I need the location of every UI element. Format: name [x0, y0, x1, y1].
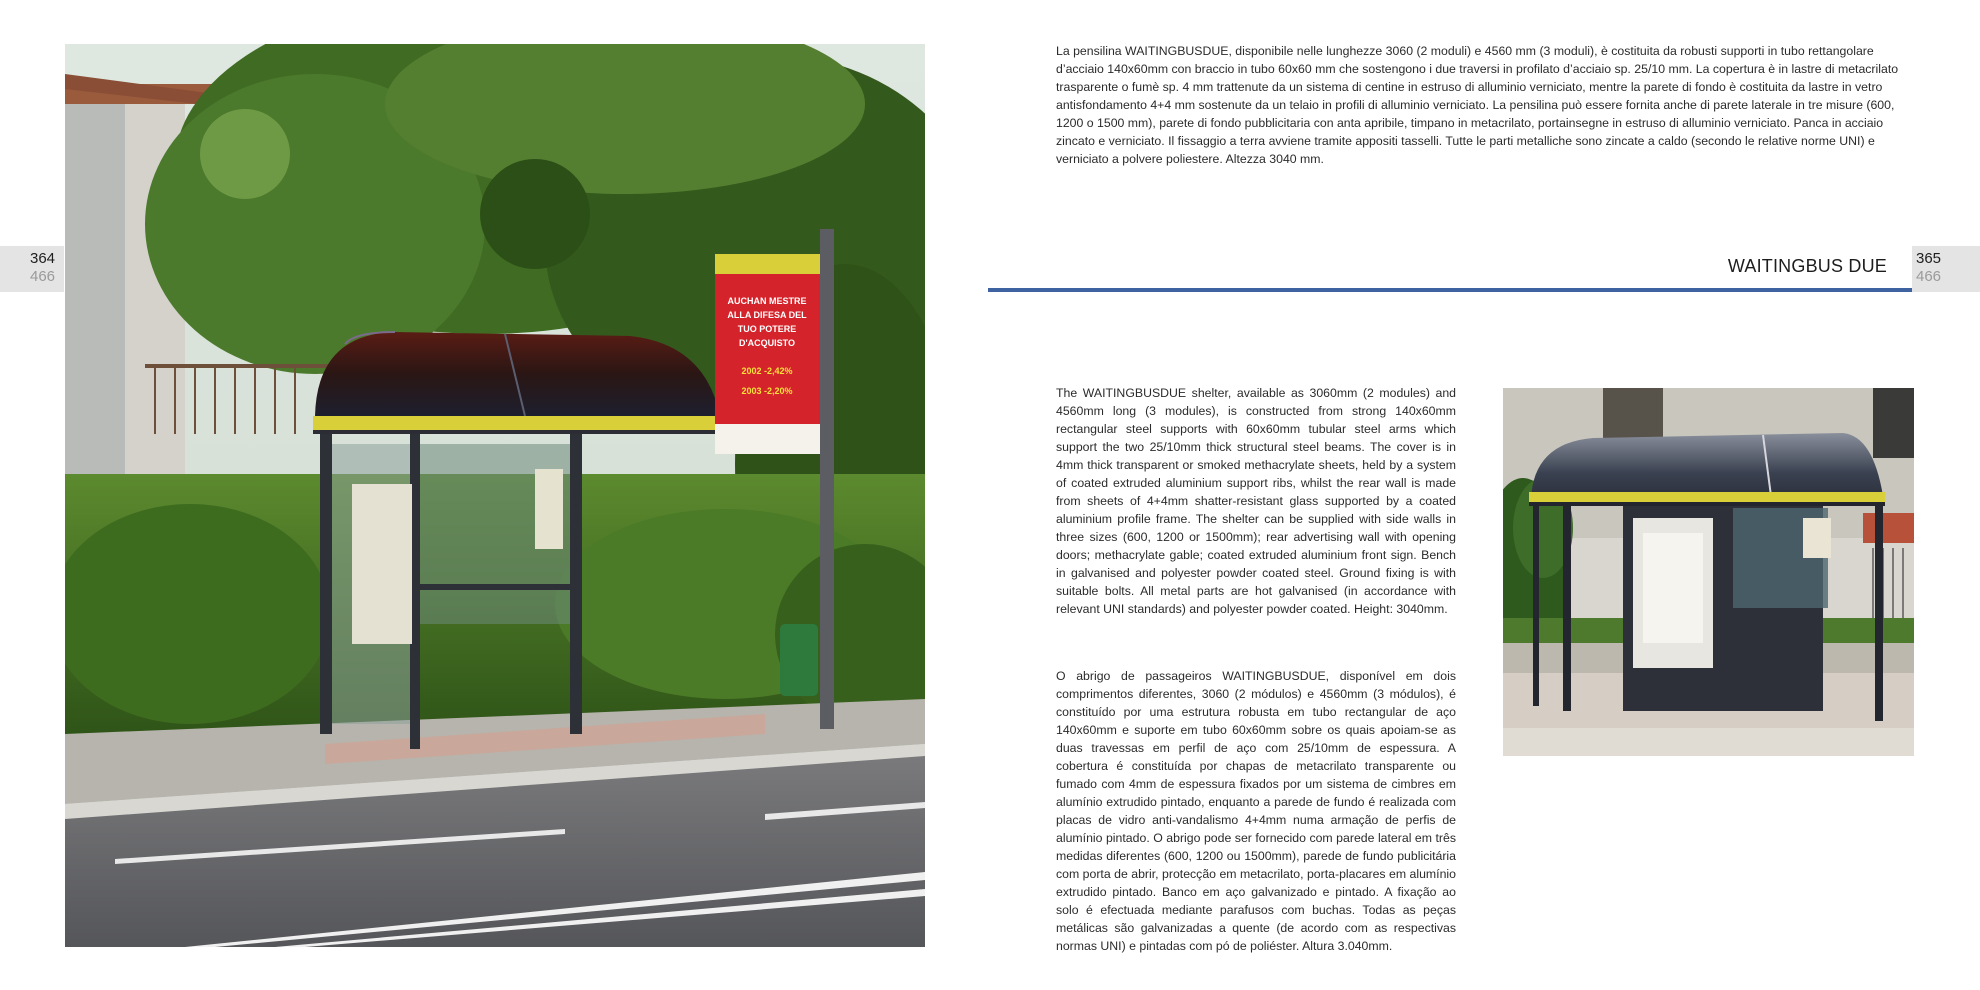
page-tab-left [0, 246, 64, 292]
svg-text:ALLA DIFESA DEL: ALLA DIFESA DEL [727, 310, 807, 320]
bus-shelter-detail-illustration [1503, 388, 1914, 756]
bus-shelter-street-photo [65, 44, 925, 947]
svg-text:AUCHAN MESTRE: AUCHAN MESTRE [727, 296, 807, 306]
section-title: WAITINGBUS DUE [1727, 256, 1887, 276]
page-number-right: 365 [1916, 250, 1942, 267]
bus-shelter-detail-photo [1503, 388, 1914, 756]
svg-text:TUO POTERE: TUO POTERE [737, 324, 797, 334]
page-total-left: 466 [30, 268, 56, 285]
bus-shelter-street-illustration [65, 44, 925, 947]
svg-text:2003 -2,20%: 2003 -2,20% [741, 386, 793, 396]
svg-text:D'ACQUISTO: D'ACQUISTO [739, 338, 795, 348]
page-tab-right [1912, 246, 1980, 292]
description-english: The WAITINGBUSDUE shelter, available as 3060mm (2 modules) and 4560mm long (3 modules), is constructed from strong 140x60mm rectangular steel supports with 60x60mm tubular steel arms which support the two 25/10mm thick structural steel beams. The cover is in 4mm thick transparent or smoked methacrylate sheets, held by a system of coated extruded aluminium support ribs, whilst the rear wall is made from sheets of 4+4mm shatter-resistant glass supported by a coated aluminium profile frame. The shelter can be supplied with side walls in three sizes (600, 1200 or 1500mm); rear advertising wall with opening doors; methacrylate gable; coated extruded aluminium front sign. Bench in galvanised and polyester powder coated steel. Ground fixing is with suitable bolts. All metal parts are hot galvanised (in accordance with relevant UNI standards) and polyester powder coated. Height: 3040mm. [1056, 386, 1456, 616]
page-number-left: 364 [30, 250, 56, 267]
svg-text:2002 -2,42%: 2002 -2,42% [741, 366, 793, 376]
page-total-right: 466 [1916, 268, 1942, 285]
title-rule [988, 288, 1912, 292]
description-italian: La pensilina WAITINGBUSDUE, disponibile nelle lunghezze 3060 (2 moduli) e 4560 mm (3 moduli), è costituita da robusti supporti in tubo rettangolare d’acciaio 140x60mm con braccio in tubo 60x60 mm che sostengono i due traversi in profilato d’acciaio sp. 25/10 mm. La copertura è in lastre di metacrilato trasparente o fumè sp. 4 mm trattenute da un sistema di centine in estruso di alluminio verniciato, mentre la parete di fondo è costituita da lastre in vetro antisfondamento 4+4 mm sostenute da un telaio in profili di alluminio verniciato. La pensilina può essere fornita anche di parete laterale in tre misure (600, 1200 o 1500 mm), parete di fondo pubblicitaria con anta apribile, timpano in metacrilato, portainsegne in estruso di alluminio verniciato. Panca in acciaio zincato e verniciato. Il fissaggio a terra avviene tramite appositi tasselli. Tutte le parti metalliche sono zincate a caldo (secondo le relative norme UNI) e verniciato a polvere poliestere. Altezza 3040 mm. [1056, 44, 1899, 166]
description-portuguese: O abrigo de passageiros WAITINGBUSDUE, disponível em dois comprimentos diferentes, 3060 (2 módulos) e 4560mm (3 módulos), é constituído por uma estrutura robusta em tubo rectangular de aço 140x60mm e suporte em tubo 60x60mm sobre os quais apoiam-se as duas travessas em perfil de aço com 25/10mm de espessura. A cobertura é constituída por chapas de metacrilato transparente ou fumado com 4mm de espessura fixados por um sistema de cimbres em alumínio extrudido pintado, enquanto a parede de fundo é realizada com placas de vidro anti-vandalismo 4+4mm numa armação de perfis de alumínio pintado. O abrigo pode ser fornecido com parede lateral em três medidas diferentes (600, 1200 ou 1500mm), parede de fundo publicitária com porta de abrir, protecção em metacrilato, porta-placares em alumínio extrudido pintado. Banco em aço galvanizado e pintado. A fixação ao solo é efectuada mediante parafusos com buchas. Todas as peças metálicas são galvanizadas a quente (de acordo com as respectivas normas UNI) e pintadas com pó de poliéster. Altura 3.040mm. [1056, 669, 1456, 953]
